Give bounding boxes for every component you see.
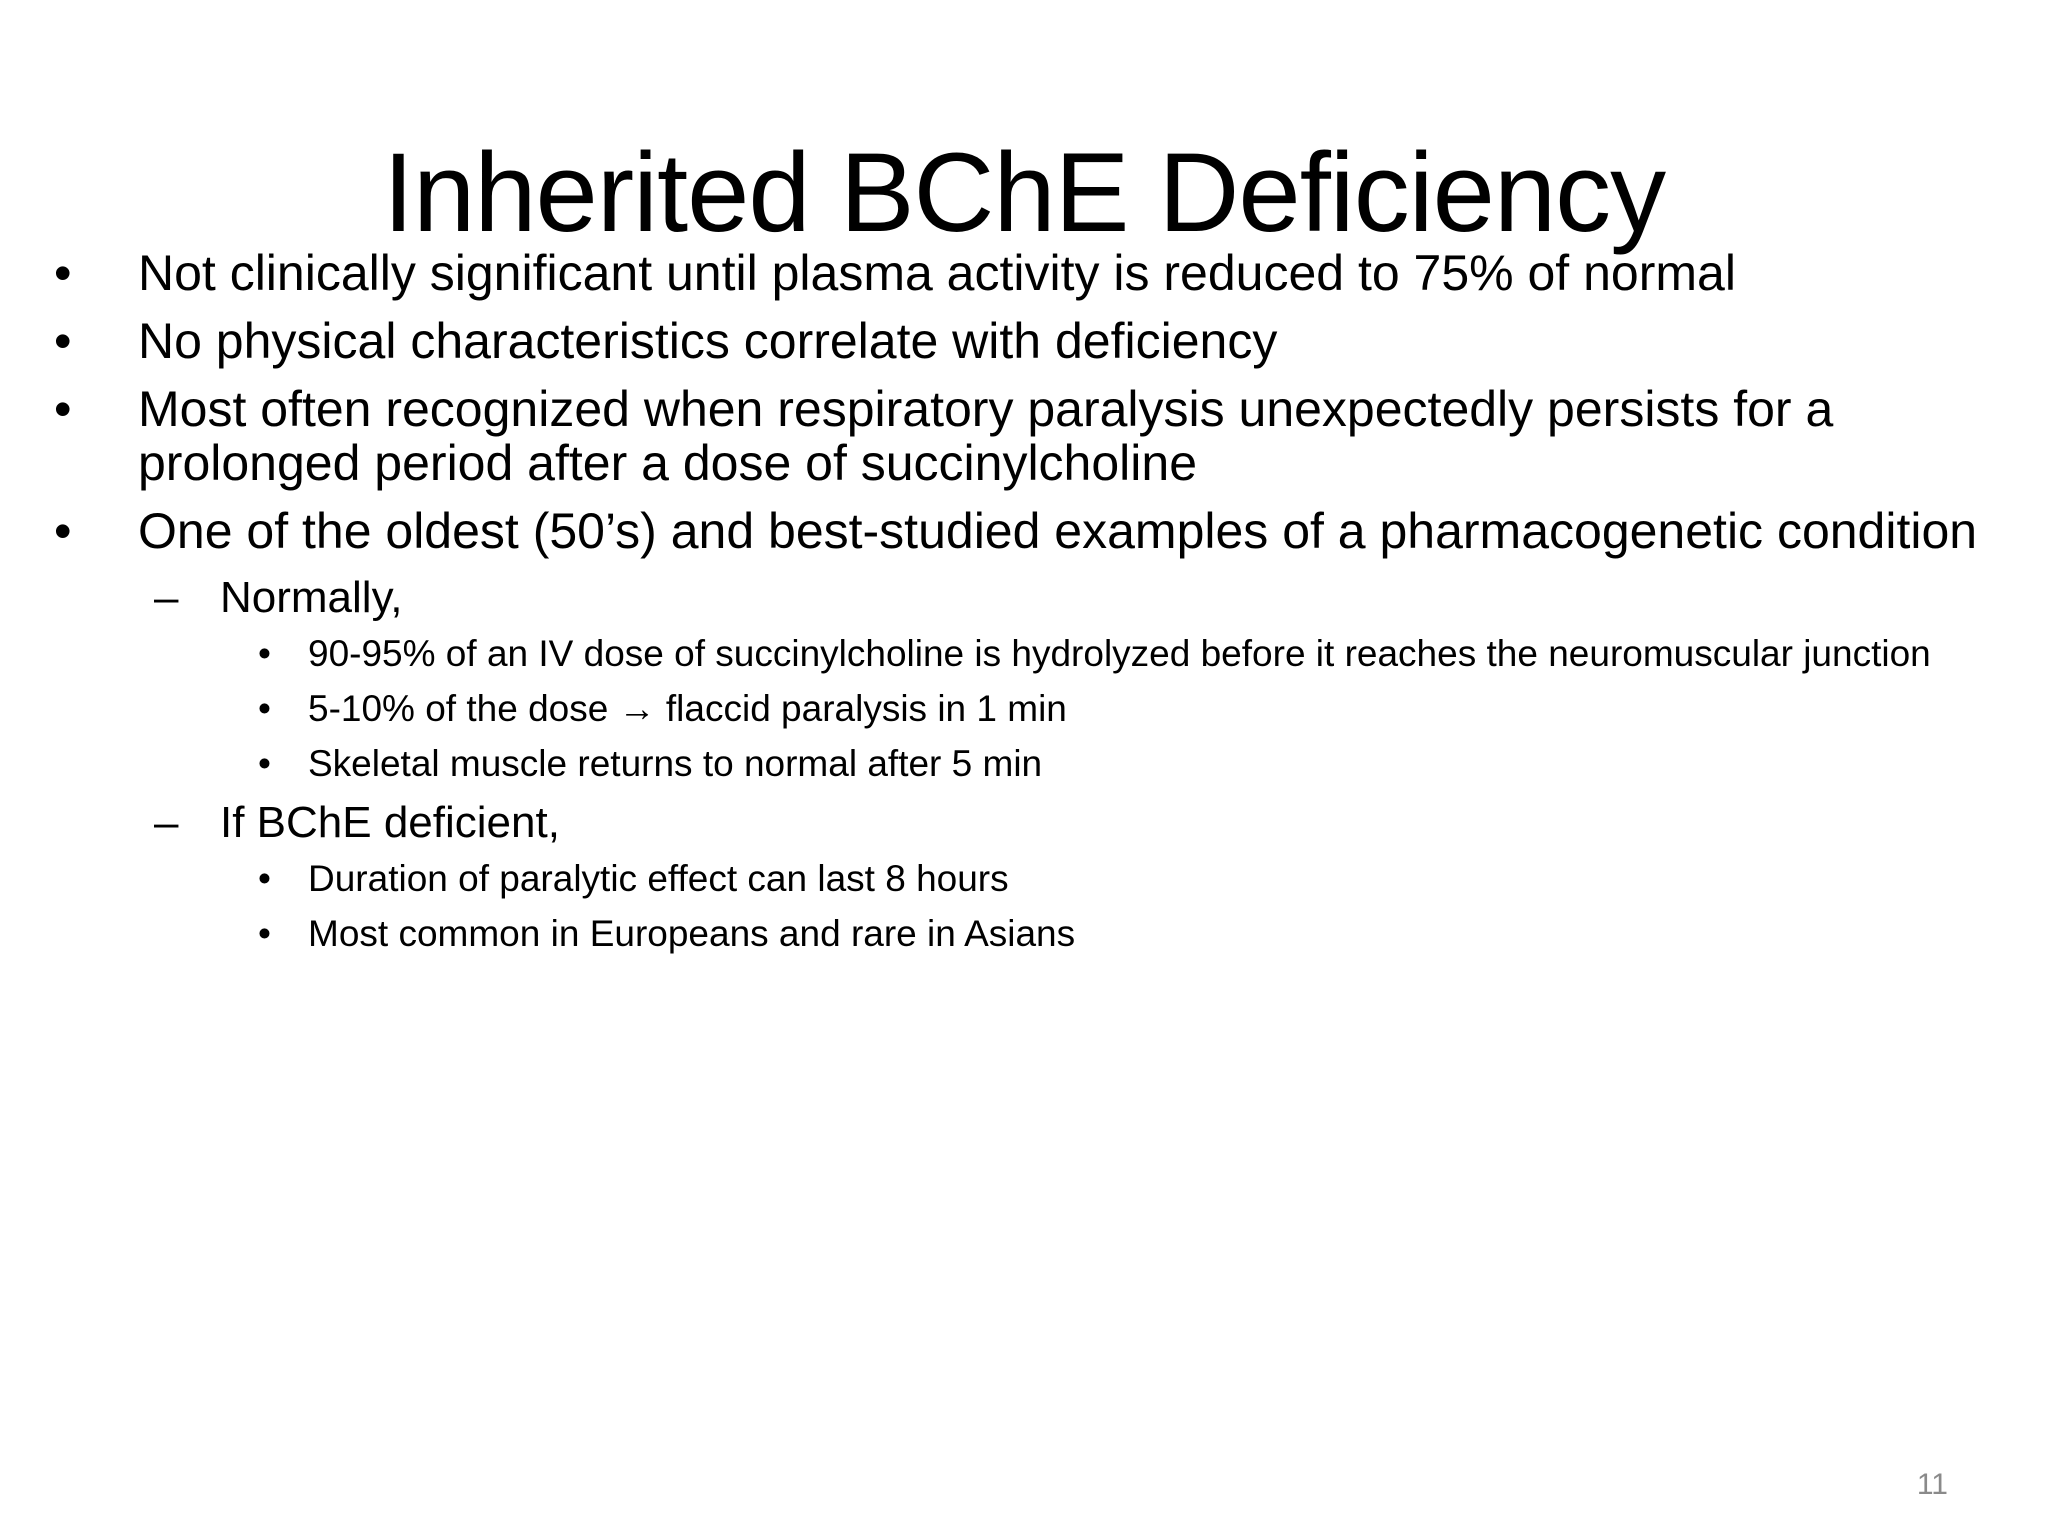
bullet-text: No physical characteristics correlate with deficiency: [138, 313, 1278, 369]
sub-heading-deficient: [154, 797, 2030, 849]
right-arrow-icon: →: [618, 688, 656, 729]
slide-body: [50, 246, 2030, 967]
bullet-item: [50, 246, 2030, 300]
bullet-text: Not clinically significant until plasma activity is reduced to 75% of normal: [138, 245, 1736, 301]
bullet-marker: •: [258, 633, 271, 674]
bullet-marker: •: [258, 688, 271, 729]
dash-marker: –: [154, 573, 179, 622]
sub-bullet-text: Most common in Europeans and rare in Asians: [308, 913, 1076, 954]
bullet-marker: •: [54, 381, 72, 437]
bullet-text: One of the oldest (50’s) and best-studied examples of a pharmacogenetic condition: [138, 503, 1978, 559]
slide-title: Inherited BChE Deficiency: [382, 130, 1666, 255]
bullet-item: [50, 504, 2030, 558]
bullet-item: [50, 314, 2030, 368]
sub-bullet-item: [258, 687, 2030, 731]
sub-heading-normally: [154, 572, 2030, 624]
page-number: 11: [1916, 1468, 1948, 1501]
sub-bullet-text: [308, 687, 2030, 731]
sub-bullet-item: [258, 857, 2030, 901]
bullet-marker: •: [54, 245, 72, 301]
sub-bullet-text-before: 5-10% of the dose: [308, 688, 609, 729]
sub-bullet-item: [258, 742, 2030, 786]
bullet-marker: •: [54, 313, 72, 369]
bullet-marker: •: [54, 503, 72, 559]
bullet-marker: •: [258, 858, 271, 899]
bullet-marker: •: [258, 913, 271, 954]
sub-bullet-text: 90-95% of an IV dose of succinylcholine is hydrolyzed before it reaches the neuromuscular junction: [308, 633, 1931, 674]
bullet-item: [50, 382, 2030, 490]
bullet-marker: •: [258, 743, 271, 784]
sub-bullet-item: [258, 632, 2030, 676]
sub-heading-text: Normally,: [220, 573, 403, 622]
sub-bullet-item: [258, 912, 2030, 956]
sub-bullet-text-after: flaccid paralysis in 1 min: [665, 688, 1067, 729]
bullet-text: Most often recognized when respiratory paralysis unexpectedly persists for a prolonged period after a dose of succinylcholine: [138, 381, 1834, 491]
sub-bullet-text: Duration of paralytic effect can last 8 hours: [308, 858, 1009, 899]
sub-heading-text: If BChE deficient,: [220, 798, 560, 847]
dash-marker: –: [154, 798, 179, 847]
sub-bullet-text: Skeletal muscle returns to normal after 5 min: [308, 743, 1043, 784]
